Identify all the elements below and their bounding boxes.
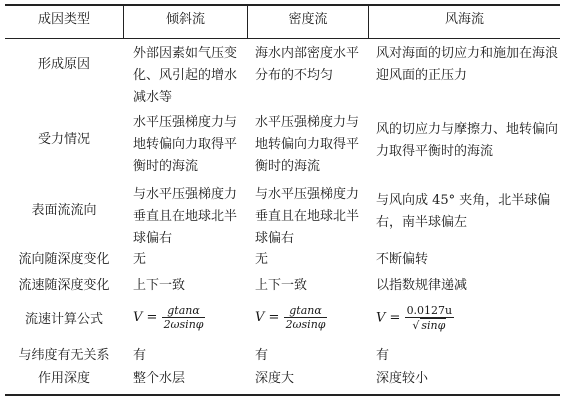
comparison-table xyxy=(5,4,560,396)
formula-fraction xyxy=(405,304,455,332)
cell-wind-force: 风的切应力与摩擦力、地转偏向力取得平衡时的海流 xyxy=(376,122,558,159)
cell-slope-direction-depth: 无 xyxy=(133,252,147,267)
cell-wind-latitude: 有 xyxy=(376,348,390,363)
formula-denominator: √ sinφ xyxy=(412,319,446,332)
cell-slope-depth: 整个水层 xyxy=(133,371,186,386)
cell-slope-force: 水平压强梯度力与地转偏向力取得平衡时的海流 xyxy=(133,115,238,174)
cell-density-depth: 深度大 xyxy=(255,371,295,386)
cell-density-direction-depth: 无 xyxy=(255,252,269,267)
formula-wind xyxy=(376,304,454,332)
formula-density xyxy=(255,304,327,331)
cell-density-formation: 海水内部密度水平分布的不均匀 xyxy=(255,46,360,83)
row-label-surface-direction: 表面流流向 xyxy=(31,203,97,218)
formula-denominator: 2ωsinφ xyxy=(163,318,204,331)
row-label-speed-with-depth: 流速随深度变化 xyxy=(18,278,110,293)
cell-density-speed-depth: 上下一致 xyxy=(255,278,308,293)
formula-slope xyxy=(133,304,205,331)
header-cause-type: 成因类型 xyxy=(37,12,90,27)
cell-slope-direction: 与水平压强梯度力垂直且在地球北半球偏右 xyxy=(133,187,238,246)
row-label-effective-depth: 作用深度 xyxy=(37,371,90,386)
formula-radicand: sinφ xyxy=(421,319,446,332)
cell-wind-speed-depth: 以指数规律递减 xyxy=(376,278,468,293)
row-label-direction-with-depth: 流向随深度变化 xyxy=(18,252,110,267)
cell-wind-depth: 深度较小 xyxy=(376,371,429,386)
cell-density-latitude: 有 xyxy=(255,348,269,363)
row-label-latitude-relation: 与纬度有无关系 xyxy=(18,348,110,363)
row-label-force-condition: 受力情况 xyxy=(37,132,90,147)
header-density-current: 密度流 xyxy=(288,12,328,27)
formula-fraction xyxy=(162,304,206,331)
cell-wind-direction: 与风向成 45° 夹角，北半球偏右，南半球偏左 xyxy=(376,193,551,230)
formula-lhs: V = xyxy=(376,310,401,326)
cell-density-direction: 与水平压强梯度力垂直且在地球北半球偏右 xyxy=(255,187,360,246)
header-wind-current: 风海流 xyxy=(444,12,484,27)
cell-wind-formation: 风对海面的切应力和施加在海浪迎风面的正压力 xyxy=(376,46,558,83)
header-rule xyxy=(5,38,560,39)
formula-lhs: V = xyxy=(255,310,280,325)
row-label-speed-formula: 流速计算公式 xyxy=(24,312,103,327)
header-slope-current: 倾斜流 xyxy=(165,12,205,27)
cell-slope-latitude: 有 xyxy=(133,348,147,363)
cell-wind-direction-depth: 不断偏转 xyxy=(376,252,429,267)
formula-lhs: V = xyxy=(133,310,158,325)
formula-numerator: gtanα xyxy=(162,304,206,318)
cell-density-force: 水平压强梯度力与地转偏向力取得平衡时的海流 xyxy=(255,115,360,174)
cell-slope-formation: 外部因素如气压变化、风引起的增水减水等 xyxy=(133,46,238,105)
formula-fraction xyxy=(284,304,328,331)
bottom-rule xyxy=(5,394,560,396)
formula-denominator: 2ωsinφ xyxy=(285,318,326,331)
row-label-formation-cause: 形成原因 xyxy=(37,57,90,72)
formula-numerator: gtanα xyxy=(284,304,328,318)
cell-slope-speed-depth: 上下一致 xyxy=(133,278,186,293)
formula-numerator: 0.0127u xyxy=(406,304,453,317)
